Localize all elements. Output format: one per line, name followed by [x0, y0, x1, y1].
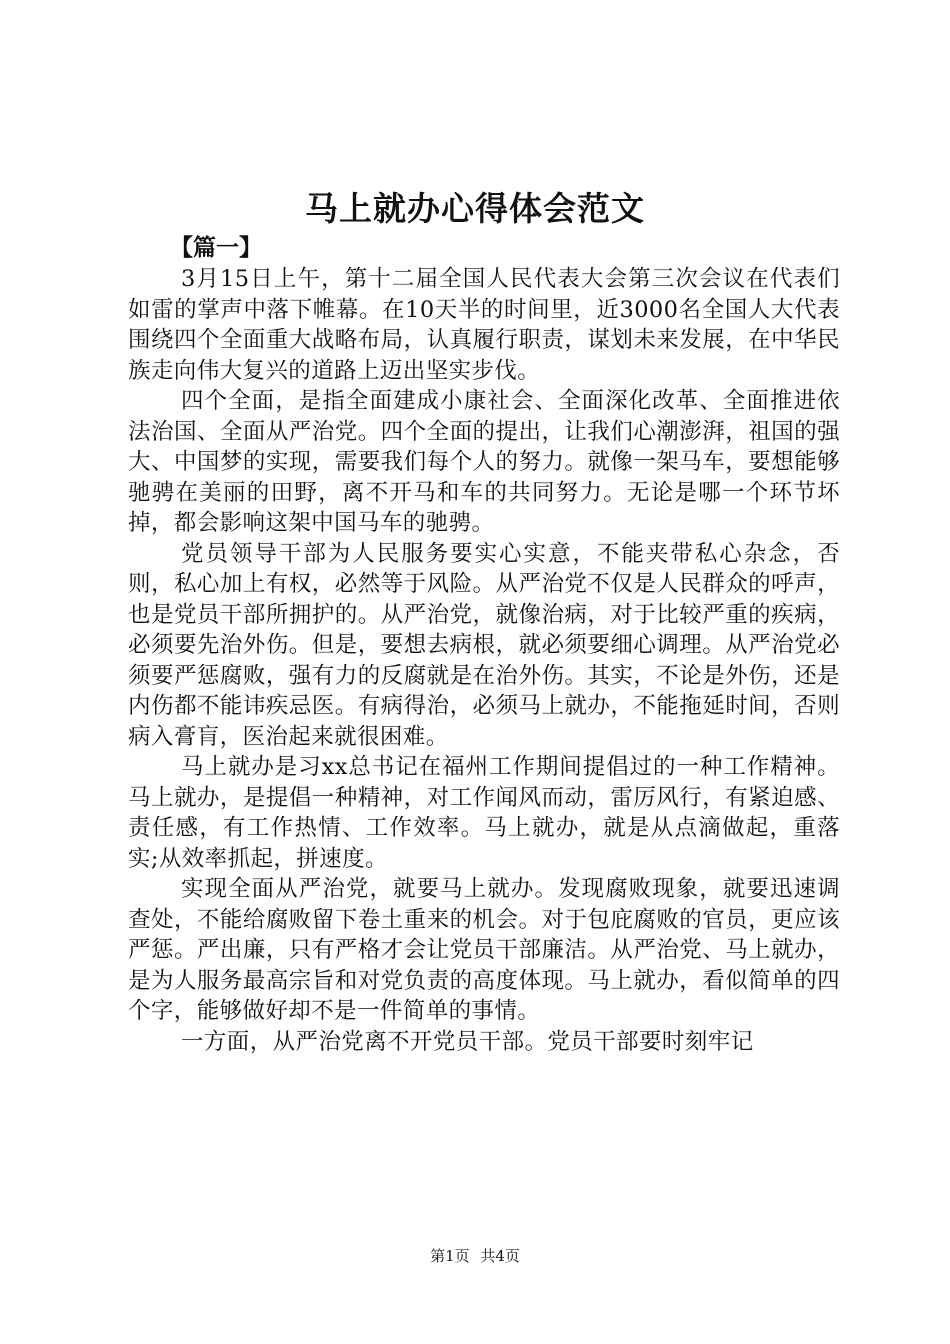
page-number-total: 共4页 [480, 1247, 520, 1265]
paragraph-2: 四个全面，是指全面建成小康社会、全面深化改革、全面推进依法治国、全面从严治党。四个全面的提出，让我们心潮澎湃，祖国的强大、中国梦的实现，需要我们每个人的努力。就像一架马车，要想能够驰骋在美丽的田野，离不开马和车的共同努力。无论是哪一个环节坏掉，都会影响这架中国马车的驰骋。 [128, 388, 840, 536]
paragraph-1: 3月15日上午，第十二届全国人民代表大会第三次会议在代表们如雷的掌声中落下帷幕。在10天半的时间里，近3000名全国人大代表围绕四个全面重大战略布局，认真履行职责，谋划未来发展，在中华民族走向伟大复兴的道路上迈出坚实步伐。 [128, 266, 840, 384]
paragraph-6: 一方面，从严治党离不开党员干部。党员干部要时刻牢记 [181, 1028, 754, 1055]
section-label: 【篇一】 [170, 234, 262, 261]
paragraph-3: 党员领导干部为人民服务要实心实意，不能夹带私心杂念，否则，私心加上有权，必然等于风险。从严治党不仅是人民群众的呼声，也是党员干部所拥护的。从严治党，就像治病，对于比较严重的疾病，必须要先治外伤。但是，要想去病根，就必须要细心调理。从严治党必须要严惩腐败，强有力的反腐就是在治外伤。其实，不论是外伤，还是内伤都不能讳疾忌医。有病得治，必须马上就办，不能拖延时间，否则病入膏肓，医治起来就很困难。 [128, 540, 840, 750]
page-footer [0, 1245, 950, 1266]
document-body [128, 232, 840, 1057]
document-title: 马上就办心得体会范文 [305, 189, 645, 228]
page-number-current: 第1页 [430, 1247, 470, 1265]
paragraph-5: 实现全面从严治党，就要马上就办。发现腐败现象，就要迅速调查处，不能给腐败留下卷土重来的机会。对于包庇腐败的官员，更应该严惩。严出廉，只有严格才会让党员干部廉洁。从严治党、马上就办，是为人服务最高宗旨和对党负责的高度体现。马上就办，看似简单的四个字，能够做好却不是一件简单的事情。 [128, 876, 840, 1024]
paragraph-4: 马上就办是习xx总书记在福州工作期间提倡过的一种工作精神。马上就办，是提倡一种精神，对工作闻风而动，雷厉风行，有紧迫感、责任感，有工作热情、工作效率。马上就办，就是从点滴做起，重落实;从效率抓起，拼速度。 [128, 754, 840, 872]
